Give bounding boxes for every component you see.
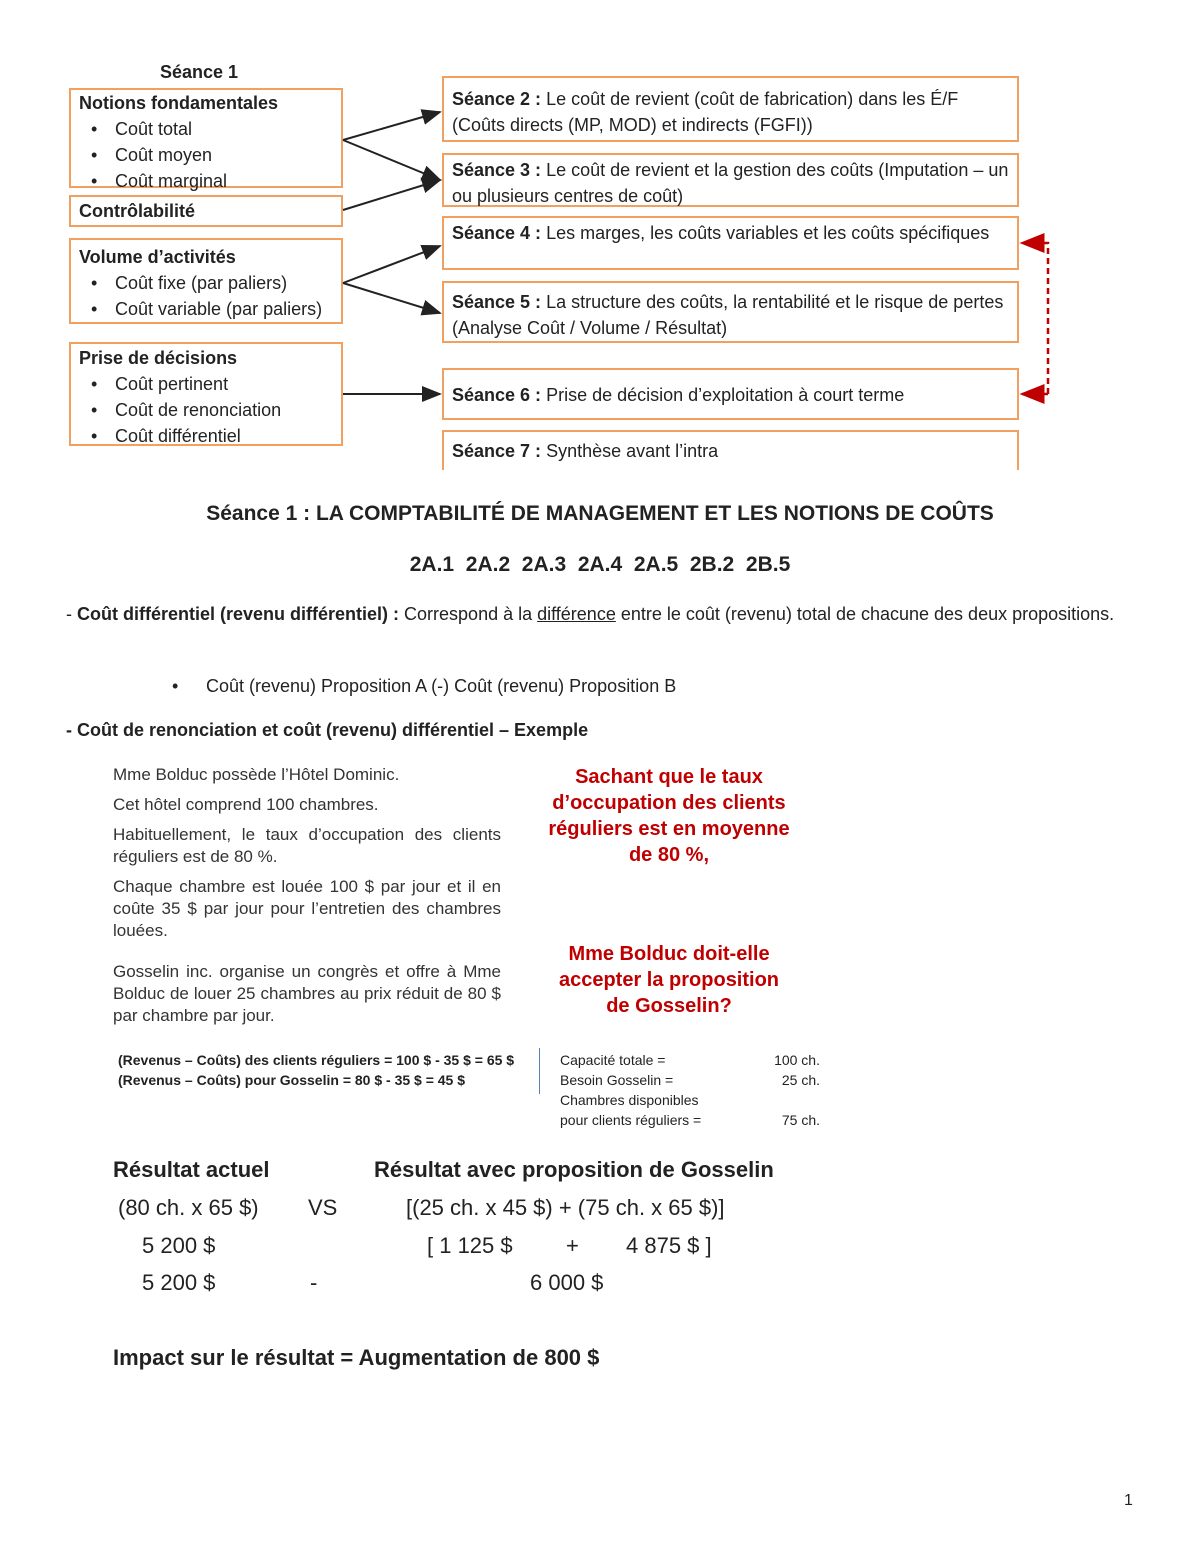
session-text: Prise de décision d’exploitation à court terme (546, 385, 905, 405)
capacity-row (560, 1110, 820, 1130)
page-title: Séance 1 : LA COMPTABILITÉ DE MANAGEMENT ET LES NOTIONS DE COÛTS (206, 502, 994, 525)
calc-plus: + (566, 1233, 579, 1258)
list-item: • Coût marginal (89, 168, 333, 194)
arrow (343, 180, 440, 210)
calc-vs: VS (308, 1195, 338, 1220)
session-text: Synthèse avant l’intra (546, 441, 719, 461)
heading-proposal-result: Résultat avec proposition de Gosselin (374, 1157, 774, 1182)
case-line: Gosselin inc. organise un congrès et offre à Mme Bolduc de louer 25 chambres au prix réduit de 80 $ par chambre par jour. (113, 962, 501, 1025)
capacity-label: Capacité totale = (560, 1052, 666, 1068)
bullet-text: Coût (revenu) Proposition A (-) Coût (revenu) Proposition B (206, 676, 677, 696)
capacity-label: Chambres disponibles (560, 1092, 699, 1108)
session-text: Le coût de revient (coût de fabrication) dans les É/F (Coûts directs (MP, MOD) et indirects (FGFI)) (452, 89, 959, 135)
session-text: Les marges, les coûts variables et les coûts spécifiques (546, 223, 990, 243)
list-item: • Coût de renonciation (89, 397, 333, 423)
case-line: Habituellement, le taux d’occupation des clients réguliers est de 80 %. (113, 825, 501, 866)
example-heading: - Coût de renonciation et coût (revenu) différentiel – Exemple (66, 720, 589, 740)
feedback-arrow (1022, 243, 1048, 394)
impact-line: Impact sur le résultat = Augmentation de 800 $ (113, 1345, 600, 1370)
definition-bullet: • Coût (revenu) Proposition A (-) Coût (revenu) Proposition B (172, 676, 677, 696)
calc-current-final: 5 200 $ (142, 1270, 216, 1295)
box-title: Volume d’activités (79, 247, 236, 267)
arrow (343, 112, 440, 140)
box-title: Notions fondamentales (79, 93, 279, 113)
session-text: La structure des coûts, la rentabilité et le risque de pertes (Analyse Coût / Volume / Résultat) (452, 292, 1004, 338)
definition-text: Correspond à la (399, 604, 538, 624)
dash: - (66, 604, 77, 624)
capacity-value: 75 ch. (781, 1112, 820, 1128)
capacity-label: Besoin Gosselin = (560, 1072, 674, 1088)
question-accept: Mme Bolduc doit-elle accepter la proposition de Gosselin? (558, 943, 780, 1017)
question-occupation: Sachant que le taux d’occupation des clients réguliers est en moyenne de 80 %, (548, 766, 790, 866)
calc-minus: - (310, 1270, 318, 1295)
capacity-value: 100 ch. (774, 1052, 820, 1068)
list-item: • Coût variable (par paliers) (89, 296, 333, 322)
calc-regular-part: 4 875 $ ] (626, 1233, 712, 1258)
calc-gosselin-part: [ 1 125 $ (427, 1233, 513, 1258)
diagram-arrows (0, 0, 1200, 480)
arrow (343, 140, 440, 180)
list-item: • Coût moyen (89, 142, 333, 168)
case-line: Chaque chambre est louée 100 $ par jour et il en coûte 35 $ par jour pour l’entretien des chambres louées. (113, 877, 501, 940)
session-label: Séance 6 : (452, 385, 542, 405)
calc-current-total: 5 200 $ (142, 1233, 216, 1258)
list-item: • Coût pertinent (89, 371, 333, 397)
session-text: Le coût de revient et la gestion des coûts (Imputation – un ou plusieurs centres de coût) (452, 160, 1009, 206)
case-line: Mme Bolduc possède l’Hôtel Dominic. (113, 765, 400, 784)
references: 2A.1 2A.2 2A.3 2A.4 2A.5 2B.2 2B.5 (409, 553, 791, 576)
separator-line (539, 1048, 540, 1094)
capacity-table (560, 1050, 820, 1130)
box-title: Prise de décisions (79, 348, 238, 368)
session-label: Séance 4 : (452, 223, 542, 243)
margin-line: (Revenus – Coûts) des clients réguliers = 100 $ - 35 $ = 65 $ (118, 1052, 515, 1068)
calc-current: (80 ch. x 65 $) (118, 1195, 259, 1220)
capacity-row (560, 1090, 820, 1110)
heading-current-result: Résultat actuel (113, 1157, 270, 1182)
case-line: Cet hôtel comprend 100 chambres. (113, 795, 379, 814)
calc-proposal-final: 6 000 $ (530, 1270, 604, 1295)
session-label: Séance 5 : (452, 292, 542, 312)
session-label: Séance 7 : (452, 441, 542, 461)
definition-text: entre le coût (revenu) total de chacune des deux propositions. (615, 604, 1115, 624)
margin-line: (Revenus – Coûts) pour Gosselin = 80 $ - 35 $ = 45 $ (118, 1072, 466, 1088)
calc-proposal: [(25 ch. x 45 $) + (75 ch. x 65 $)] (406, 1195, 725, 1220)
list-item: • Coût total (89, 116, 333, 142)
list-item: • Coût fixe (par paliers) (89, 270, 333, 296)
capacity-value: 25 ch. (781, 1072, 820, 1088)
list-item: • Coût différentiel (89, 423, 333, 449)
page-number: 1 (1124, 1492, 1133, 1509)
session-label: Séance 3 : (452, 160, 542, 180)
capacity-row (560, 1070, 820, 1090)
diagram-top-label: Séance 1 (160, 62, 239, 82)
box-title: Contrôlabilité (79, 201, 195, 221)
capacity-label: pour clients réguliers = (560, 1112, 702, 1128)
arrow (343, 246, 440, 283)
session-label: Séance 2 : (452, 89, 542, 109)
arrow (343, 283, 440, 313)
definition-term: Coût différentiel (revenu différentiel) : (77, 604, 400, 624)
definition-paragraph (66, 600, 1136, 628)
capacity-row (560, 1050, 820, 1070)
definition-underlined: différence (537, 604, 616, 624)
